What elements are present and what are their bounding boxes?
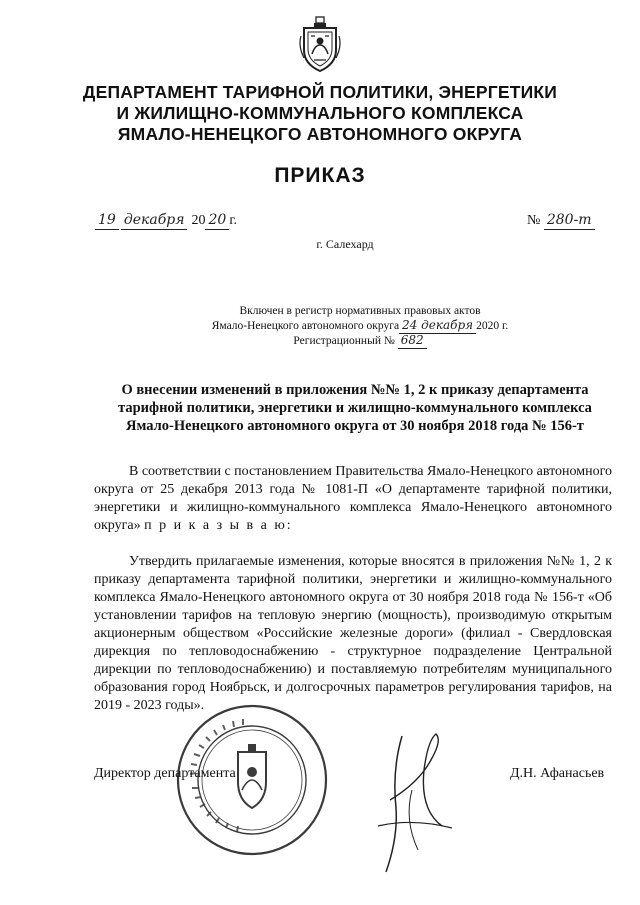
- organization-line-2: И ЖИЛИЩНО-КОММУНАЛЬНОГО КОМПЛЕКСА: [116, 103, 524, 123]
- registry-region: Ямало-Ненецкого автономного округа: [211, 320, 400, 332]
- date-year-prefix: 20: [191, 213, 206, 228]
- document-title: ПРИКАЗ: [274, 164, 366, 187]
- registry-line-3: [180, 333, 540, 348]
- preamble-text: В соответствии с постановлением Правительства Ямало-Ненецкого автономного округа от 25 декабря 2013 года № 1081-П «О департаменте тарифной политики, энергетики и жилищно-коммунального комплекса Ямало-Ненецкого автономного округа»: [94, 464, 612, 533]
- handwritten-signature: [372, 730, 462, 880]
- document-number: [527, 212, 595, 229]
- registry-number: 682: [398, 333, 427, 349]
- document-subject: О внесении изменений в приложения №№ 1, 2 к приказу департамента тарифной политики, энергетики и жилищно-коммунального комплекса Ямало-Ненецкого автономного округа от 30 ноября 2018 года № 156-т: [118, 382, 592, 434]
- document-date: [95, 212, 237, 229]
- date-day: 19: [95, 212, 119, 230]
- coat-of-arms-emblem: [297, 14, 343, 74]
- date-month: декабря: [121, 212, 188, 230]
- city-label: г. Салехард: [316, 237, 374, 251]
- registry-line-2: [180, 318, 540, 333]
- registry-date: 24 декабря: [399, 318, 476, 334]
- organization-line-1: ДЕПАРТАМЕНТ ТАРИФНОЙ ПОЛИТИКИ, ЭНЕРГЕТИКИ: [82, 82, 558, 102]
- date-year-suffix: 20: [205, 212, 229, 230]
- number-value: 280-т: [544, 212, 595, 230]
- registry-note: [180, 304, 540, 348]
- order-word: п р и к а з ы в а ю:: [144, 518, 293, 533]
- signer-name: Д.Н. Афанасьев: [510, 766, 605, 781]
- registry-line-1: Включен в регистр нормативных правовых актов: [239, 305, 481, 317]
- organization-header: [0, 82, 640, 145]
- organization-line-3: ЯМАЛО-НЕНЕЦКОГО АВТОНОМНОГО ОКРУГА: [117, 124, 523, 144]
- registry-year: 2020 г.: [476, 320, 509, 332]
- signer-position: Директор департамента: [94, 766, 236, 781]
- number-prefix: №: [527, 213, 541, 228]
- date-year-end: г.: [229, 213, 237, 228]
- preamble-paragraph: [94, 463, 612, 535]
- body-paragraph: Утвердить прилагаемые изменения, которые вносятся в приложения №№ 1, 2 к приказу департамента тарифной политики, энергетики и жилищно-коммунального комплекса Ямало-Ненецкого автономного округа от 30 ноября 2018 года № 156-т «Об установлении тарифов на тепловую энергию (мощность), производимую открытым акционерным обществом «Российские железные дороги» (филиал - Свердловская дирекция по тепловодоснабжению - структурное подразделение Центральной дирекции по тепловодоснабжению) и поставляемую потребителям муниципального образования город Ноябрьск, и долгосрочных параметров регулирования тарифов, на 2019 - 2023 годы».: [94, 554, 612, 713]
- registry-number-label: Регистрационный №: [293, 335, 395, 347]
